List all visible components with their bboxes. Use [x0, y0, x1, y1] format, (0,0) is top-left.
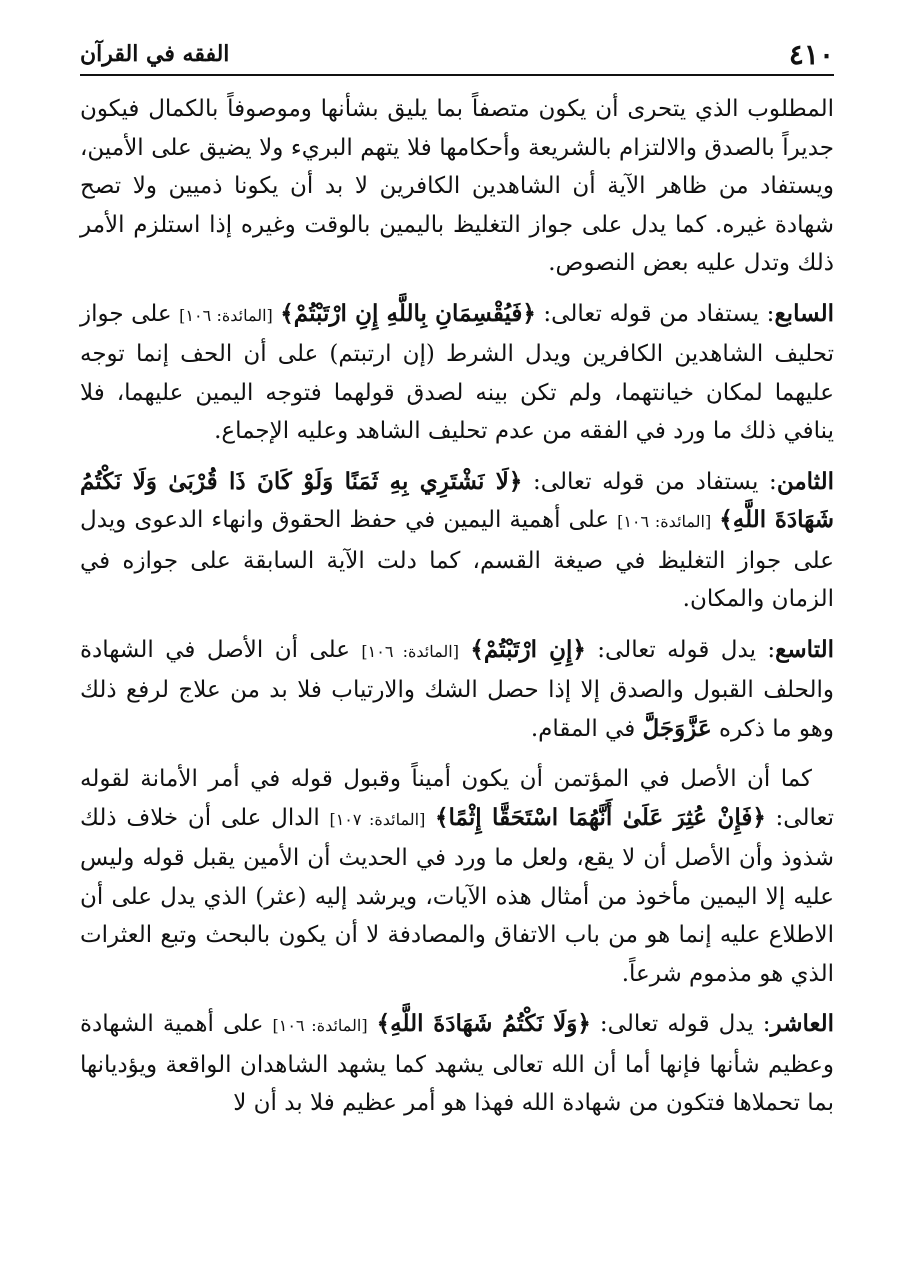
- quran-verse: وَلَا نَكْتُمُ شَهَادَةَ اللَّهِ: [390, 1010, 578, 1037]
- section-term: الثامن: [776, 467, 834, 495]
- paragraph-text: المطلوب الذي يتحرى أن يكون متصفاً بما يليق بشأنها وموصوفاً بالكمال فيكون جديراً بالصدق والالتزام بالشريعة وأحكامها فلا يتهم البريء ولا يضيق على الأمين، ويستفاد من ظاهر الآية أن الشاهدين الكافرين لا بد أن يكونا ذميين ولا تصح شهادة غيره. كما يدل على جواز التغليظ باليمين بالوقت وغيره إذا استلزم الأمر ذلك وتدل عليه بعض النصوص.: [80, 96, 834, 276]
- paragraph-text: على جواز تحليف الشاهدين الكافرين ويدل الشرط (إن ارتبتم) على أن الحف إنما توجه عليهما لمكان خيانتهما، ولم تكن بينه لصدق قولهما فتوجه اليمين عليهما، فلا ينافي ذلك ما ورد في الفقه من عدم تحليف الشاهد وعليه الإجماع.: [80, 300, 834, 444]
- paragraph-lead: : يدل قوله تعالى:: [585, 636, 776, 663]
- verse-open-bracket: ﴿: [752, 803, 766, 831]
- paragraph-text: على أهمية الشهادة وعظيم شأنها فإنها أما أن الله تعالى يشهد كما يشهد الشاهدان الواقعة ويؤديانها بما تحملاها فتكون من شهادة الله فهذا هو أمر عظيم فلا بد أن لا: [80, 1011, 834, 1116]
- verse-close-bracket: ﴾: [435, 803, 449, 831]
- page-header: [80, 34, 834, 76]
- verse-open-bracket: ﴿: [577, 1010, 591, 1037]
- verse-open-bracket: ﴿: [508, 467, 523, 495]
- running-title: الفقه في القرآن: [80, 41, 230, 67]
- body-text: [80, 90, 834, 1135]
- quran-verse: فَإِنْ عُثِرَ عَلَىٰ أَنَّهُمَا اسْتَحَقَّا إِثْمًا: [448, 803, 753, 831]
- section-term: العاشر: [770, 1010, 835, 1037]
- section-term: التاسع: [775, 635, 835, 663]
- paragraph-6: [80, 1005, 834, 1123]
- verse-reference: [المائدة: ١٠٦]: [272, 1016, 368, 1035]
- paragraph-lead: : يستفاد من قوله تعالى:: [535, 300, 775, 327]
- paragraph-1: [80, 90, 834, 283]
- paragraph-lead: : يستفاد من قوله تعالى:: [522, 468, 777, 495]
- paragraph-lead: : يدل قوله تعالى:: [590, 1011, 771, 1037]
- paragraph-tail: في المقام.: [530, 715, 643, 742]
- page-number: ٤١٠: [788, 37, 834, 71]
- verse-reference: [المائدة: ١٠٦]: [361, 641, 459, 661]
- paragraph-lead: كما أن الأصل في المؤتمن أن يكون أميناً وقبول قوله في أمر الأمانة لقوله تعالى:: [80, 766, 834, 831]
- verse-close-bracket: ﴾: [719, 506, 733, 533]
- section-term: السابع: [774, 299, 835, 327]
- quran-verse: إِنِ ارْتَبْتُمْ: [483, 635, 573, 663]
- honorific: عَزَّوَجَلَّ: [642, 714, 712, 742]
- quran-verse: لَا نَشْتَرِي بِهِ ثَمَنًا وَلَوْ كَانَ ذَا قُرْبَىٰ وَلَا نَكْتُمُ شَهَادَةَ اللَّهِ: [80, 467, 834, 533]
- verse-reference: [المائدة: ١٠٧]: [329, 809, 426, 829]
- verse-reference: [المائدة: ١٠٦]: [617, 512, 712, 531]
- verse-open-bracket: ﴿: [572, 635, 586, 663]
- quran-verse: فَيُقْسِمَانِ بِاللَّهِ إِنِ ارْتَبْتُمْ: [293, 299, 523, 327]
- verse-close-bracket: ﴾: [376, 1010, 391, 1037]
- paragraph-5: [80, 760, 834, 993]
- paragraph-4: [80, 631, 834, 749]
- paragraph-text: على أهمية اليمين في حفظ الحقوق وانهاء الدعوى ويدل على جواز التغليظ في صيغة القسم، كما دلت الآية السابقة على جوازه في الزمان والمكان.: [80, 507, 834, 612]
- paragraph-2: [80, 295, 834, 451]
- verse-open-bracket: ﴿: [522, 299, 536, 327]
- verse-close-bracket: ﴾: [280, 299, 294, 327]
- paragraph-text: على أن الأصل في الشهادة والحلف القبول والصدق إلا إذا حصل الشك والارتياب فلا بد من علاج لرفع ذلك وهو ما ذكره: [80, 636, 834, 742]
- verse-reference: [المائدة: ١٠٦]: [179, 305, 273, 325]
- paragraph-text: الدال على أن خلاف ذلك شذوذ وأن الأصل أن لا يقع، ولعل ما ورد في الحديث أن الأمين يقبل قوله وليس عليه إلا اليمين مأخوذ من أمثال هذه الآيات، ويرشد إليه (عثر) الذي يدل على أن الاطلاع عليه إنما هو من باب الاتفاق والمصادفة لا أن يكون بالبحث وتبع العثرات الذي هو مذموم شرعاً.: [80, 804, 834, 987]
- verse-close-bracket: ﴾: [470, 635, 484, 663]
- paragraph-3: [80, 463, 834, 619]
